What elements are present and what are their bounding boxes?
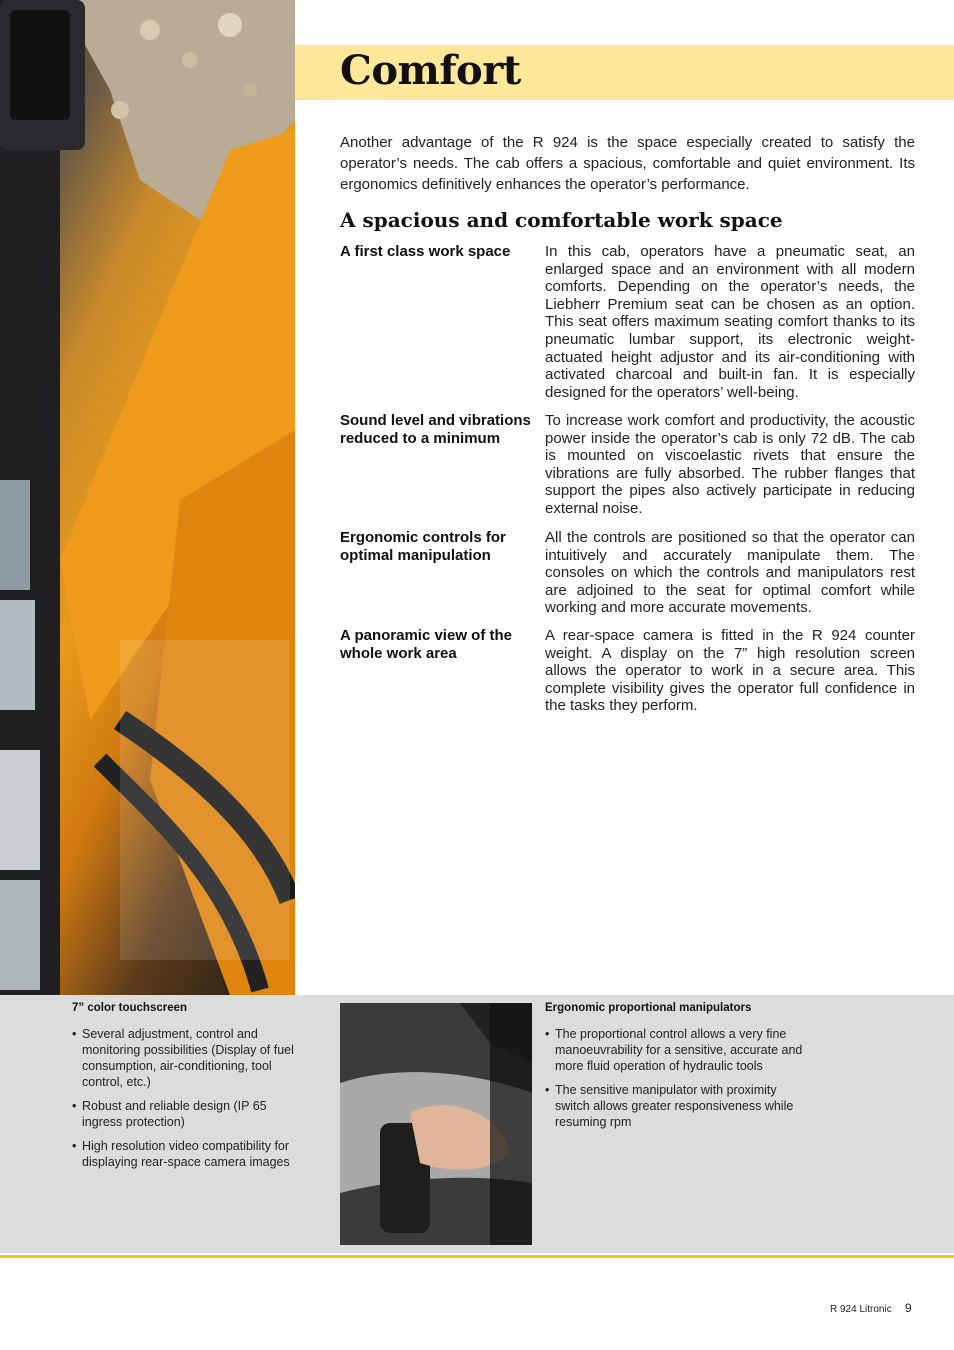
bullet-item: • The sensitive manipulator with proximity switch allows greater responsiveness while resuming rpm <box>545 1082 810 1130</box>
touchscreen-caption-heading: 7” color touchscreen <box>72 1002 188 1014</box>
accent-rule <box>0 1255 954 1258</box>
manipulator-photo <box>340 1003 532 1245</box>
bullet-item: • Several adjustment, control and monitoring possibilities (Display of fuel consumption, air-conditioning, tool control, etc.) <box>72 1026 302 1090</box>
cab-interior-photo <box>0 0 295 995</box>
feature-text: In this cab, operators have a pneumatic seat, an enlarged space and an environment with all modern comforts. Depending on the operator’s needs, the Liebherr Premium seat can be chosen as an option. This seat offers maximum seating comfort thanks to its pneumatic lumbar support, its electronic weight-actuated height adjustor and its air-conditioning with activated charcoal and built-in fan. It is especially designed for the operators’ well-being. <box>545 243 915 401</box>
page-number: 9 <box>905 1301 912 1315</box>
footer-model-name: R 924 Litronic <box>830 1304 892 1315</box>
bullet-item: • High resolution video compatibility for displaying rear-space camera images <box>72 1138 302 1170</box>
feature-label: A panoramic view of the whole work area <box>340 627 512 662</box>
intro-paragraph: Another advantage of the R 924 is the space especially created to satisfy the operator’s needs. The cab offers a spacious, comfortable and quiet environment. Its ergonomics definitively enhances the operator’s performance. <box>340 134 915 193</box>
feature-text: All the controls are positioned so that the operator can intuitively and accurately manipulate them. The consoles on which the controls and manipulators rest are adjoined to the seat for optimal comfort while working and more accurate movements. <box>545 529 915 617</box>
feature-label: Sound level and vibrations reduced to a minimum <box>340 412 531 447</box>
feature-text: A rear-space camera is fitted in the R 924 counter weight. A display on the 7” high resolution screen allows the operator to work in a secure area. This complete visibility gives the operator full confidence in the tasks they perform. <box>545 627 915 715</box>
bullet-item: • The proportional control allows a very fine manoeuvrability for a sensitive, accurate and more fluid operation of hydraulic tools <box>545 1026 810 1074</box>
bullet-item: • Robust and reliable design (IP 65 ingress protection) <box>72 1098 302 1130</box>
feature-label: Ergonomic controls for optimal manipulation <box>340 529 506 564</box>
feature-text: To increase work comfort and productivity, the acoustic power inside the operator’s cab is only 72 dB. The cab is mounted on viscoelastic rivets that ensure the vibrations are fully absorbed. The rubber flanges that support the pipes also actively participate in reducing external noise. <box>545 412 915 517</box>
touchscreen-bullet-list <box>72 1026 302 1178</box>
manipulators-caption-heading: Ergonomic proportional manipulators <box>545 1002 752 1014</box>
page-title: Comfort <box>340 47 521 94</box>
section-subheading: A spacious and comfortable work space <box>340 208 783 232</box>
manipulators-bullet-list <box>545 1026 810 1138</box>
feature-label: A first class work space <box>340 243 511 260</box>
